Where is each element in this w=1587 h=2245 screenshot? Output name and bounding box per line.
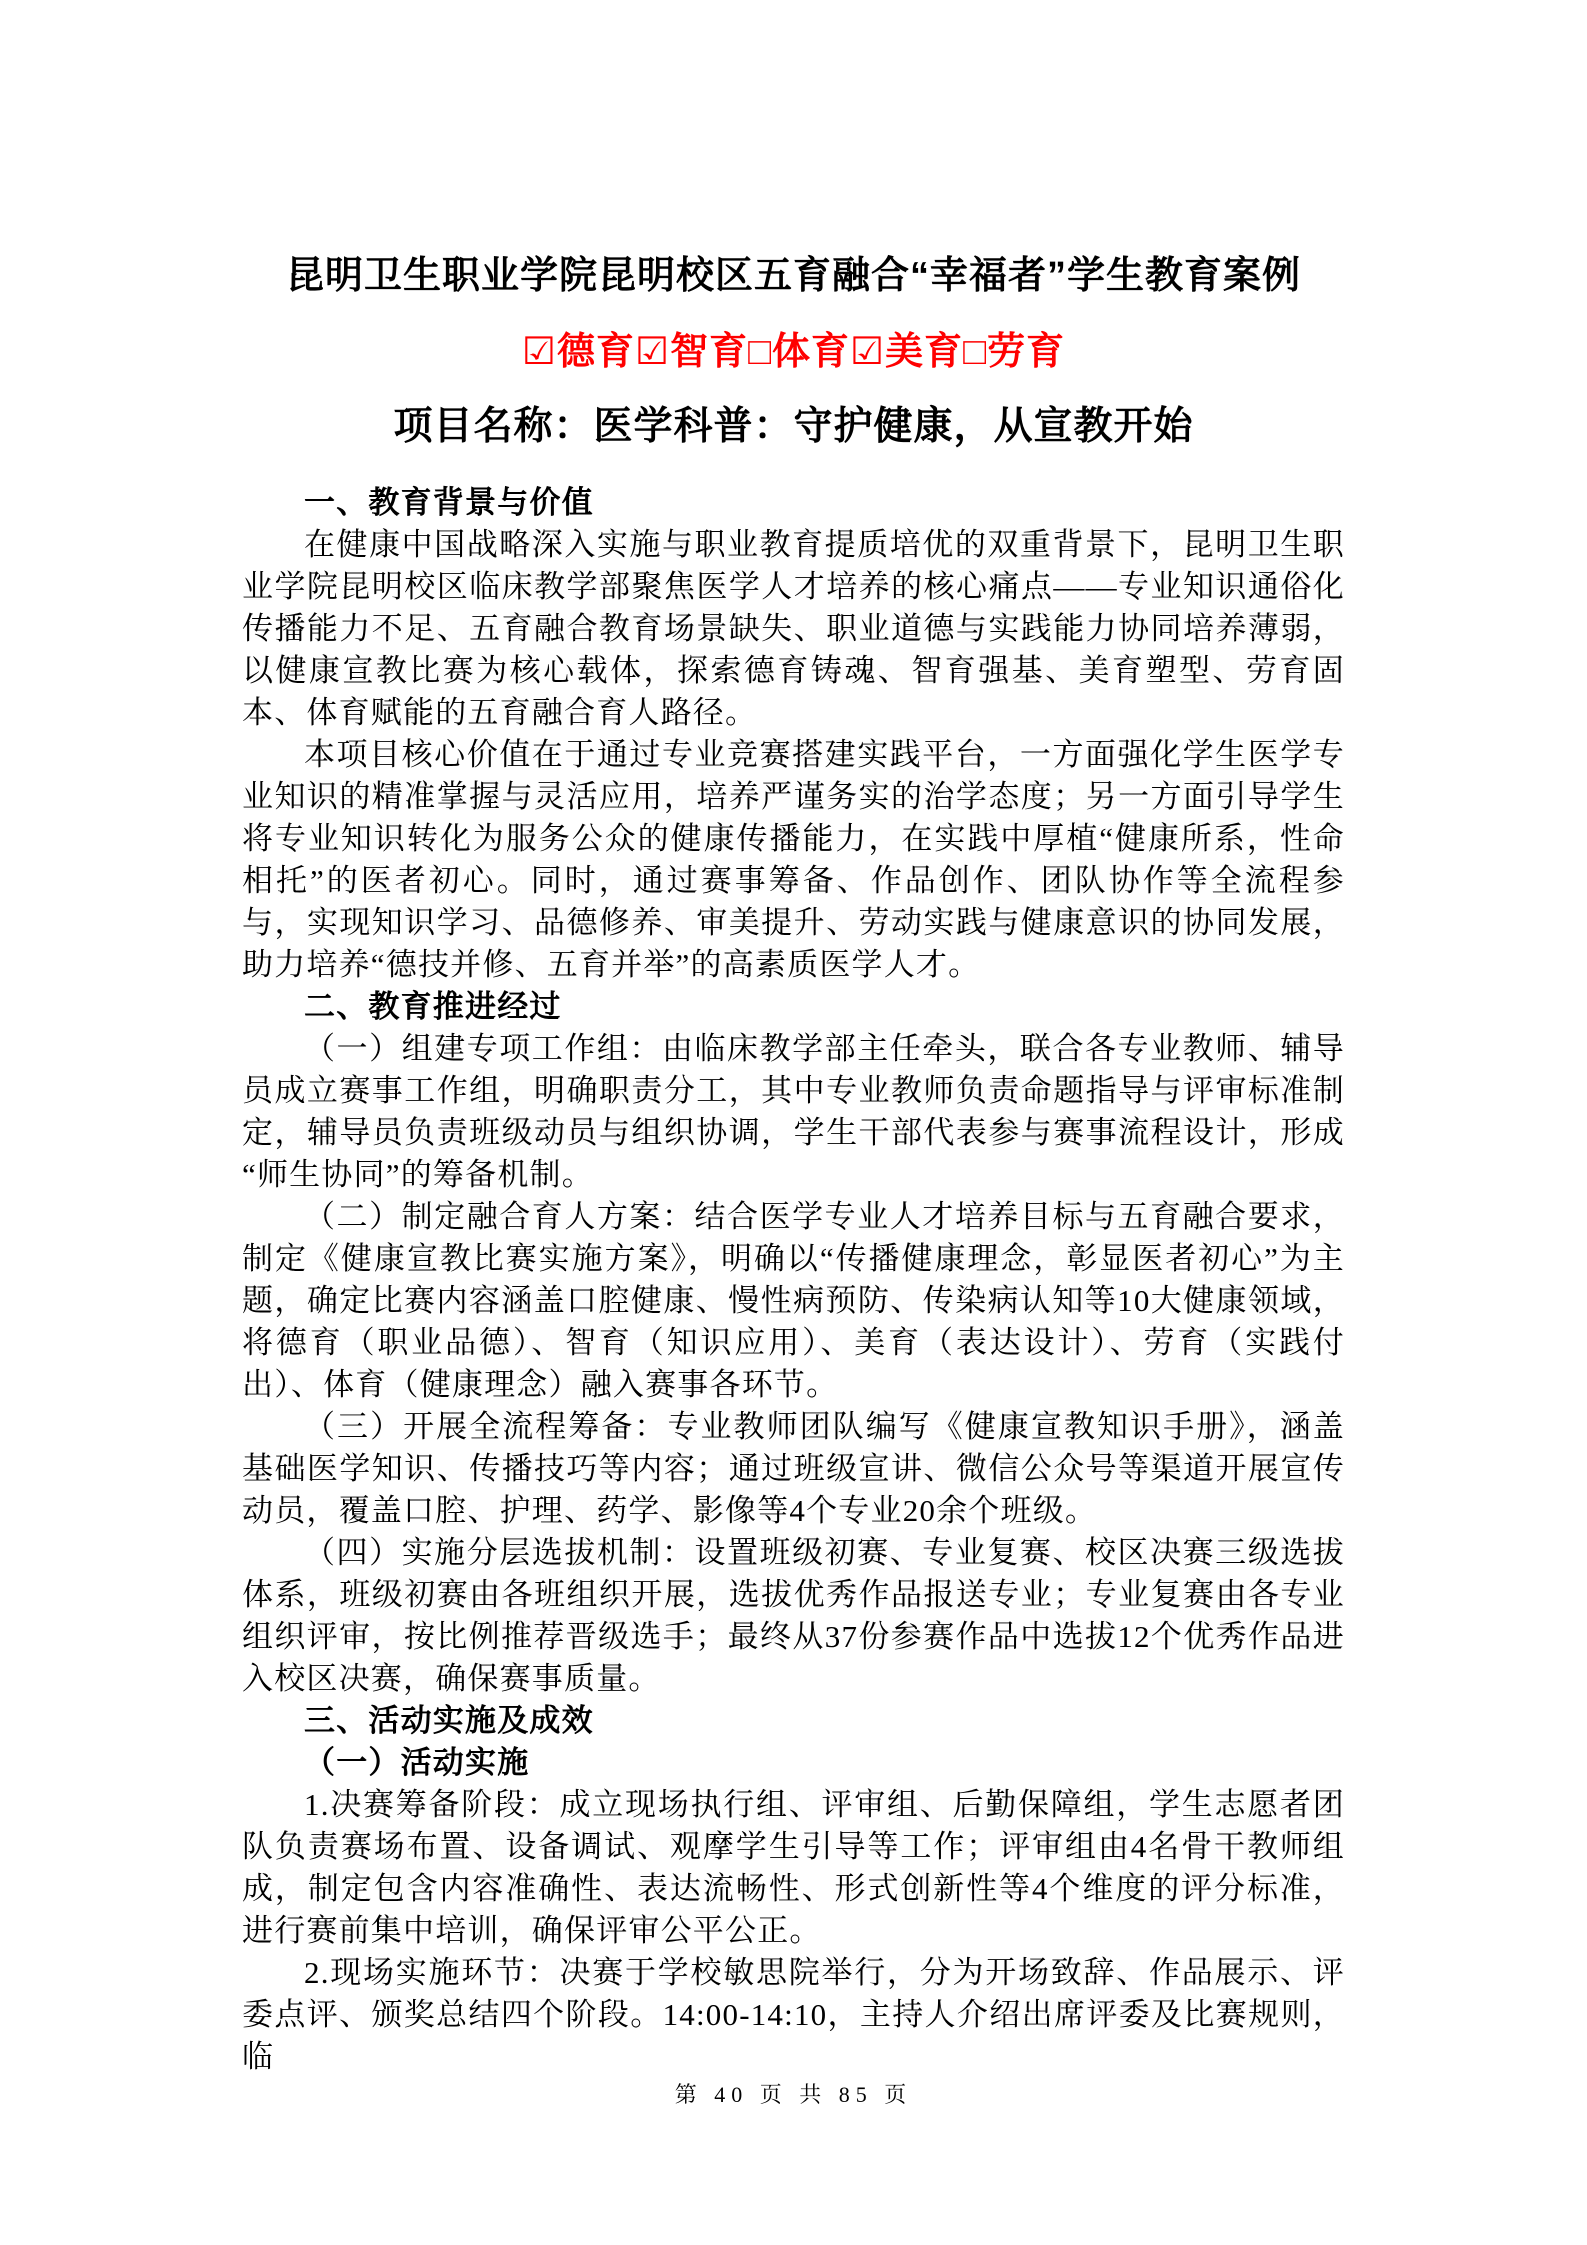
body-paragraph: 2.现场实施环节：决赛于学校敏思院举行，分为开场致辞、作品展示、评委点评、颁奖总结四个阶段。14:00-14:10，主持人介绍出席评委及比赛规则，临 (242, 1955, 1345, 2074)
document-main-title: 昆明卫生职业学院昆明校区五育融合“幸福者”学生教育案例 (285, 255, 1301, 297)
unchecked-checkbox-icon: □ (748, 331, 773, 373)
page-number-footer: 第 40 页 共 85 页 (674, 2082, 913, 2107)
checked-checkbox-icon: ☑ (850, 331, 886, 373)
body-paragraph: 在健康中国战略深入实施与职业教育提质培优的双重背景下，昆明卫生职业学院昆明校区临床教学部聚焦医学人才培养的核心痛点——专业知识通俗化传播能力不足、五育融合教育场景缺失、职业道德与实践能力协同培养薄弱，以健康宣教比赛为核心载体，探索德育铸魂、智育强基、美育塑型、劳育固本、体育赋能的五育融合育人路径。 (242, 527, 1345, 730)
body-paragraph: （三）开展全流程筹备：专业教师团队编写《健康宣教知识手册》，涵盖基础医学知识、传播技巧等内容；通过班级宣讲、微信公众号等渠道开展宣传动员，覆盖口腔、护理、药学、影像等4个专业20余个班级。 (242, 1409, 1345, 1528)
checked-checkbox-icon: ☑ (521, 331, 557, 373)
edu-item-zhiyu (635, 326, 748, 378)
edu-item-label: 劳育 (987, 331, 1066, 373)
edu-item-label: 体育 (772, 331, 851, 373)
body-paragraph: （二）制定融合育人方案：结合医学专业人才培养目标与五育融合要求，制定《健康宣教比赛实施方案》，明确以“传播健康理念，彰显医者初心”为主题，确定比赛内容涵盖口腔健康、慢性病预防、传染病认知等10大健康领域，将德育（职业品德）、智育（知识应用）、美育（表达设计）、劳育（实践付出）、体育（健康理念）融入赛事各环节。 (242, 1199, 1345, 1402)
edu-item-meiyu (850, 326, 963, 378)
unchecked-checkbox-icon: □ (963, 331, 988, 373)
body-paragraph: 1.决赛筹备阶段：成立现场执行组、评审组、后勤保障组，学生志愿者团队负责赛场布置、设备调试、观摩学生引导等工作；评审组由4名骨干教师组成，制定包含内容准确性、表达流畅性、形式创新性等4个维度的评分标准，进行赛前集中培训，确保评审公平公正。 (242, 1787, 1345, 1948)
section-heading-implementation: 三、活动实施及成效 (304, 1703, 594, 1738)
edu-item-tiyu (748, 326, 850, 378)
document-body (242, 482, 1345, 2078)
edu-item-label: 德育 (556, 331, 635, 373)
subsection-heading-activity: （一）活动实施 (304, 1745, 530, 1780)
checked-checkbox-icon: ☑ (634, 331, 671, 373)
body-paragraph: 本项目核心价值在于通过专业竞赛搭建实践平台，一方面强化学生医学专业知识的精准掌握与灵活应用，培养严谨务实的治学态度；另一方面引导学生将专业知识转化为服务公众的健康传播能力，在实践中厚植“健康所系，性命相托”的医者初心。同时，通过赛事筹备、作品创作、团队协作等全流程参与，实现知识学习、品德修养、审美提升、劳动实践与健康意识的协同发展，助力培养“德技并修、五育并举”的高素质医学人才。 (242, 737, 1345, 982)
edu-item-label: 智育 (670, 331, 749, 373)
edu-item-label: 美育 (885, 331, 964, 373)
five-education-checkbox-line (0, 326, 1587, 378)
body-paragraph: （一）组建专项工作组：由临床教学部主任牵头，联合各专业教师、辅导员成立赛事工作组，明确职责分工，其中专业教师负责命题指导与评审标准制定，辅导员负责班级动员与组织协调，学生干部代表参与赛事流程设计，形成“师生协同”的筹备机制。 (242, 1031, 1345, 1192)
section-heading-process: 二、教育推进经过 (304, 989, 562, 1024)
body-paragraph: （四）实施分层选拔机制：设置班级初赛、专业复赛、校区决赛三级选拔体系，班级初赛由各班组织开展，选拔优秀作品报送专业；专业复赛由各专业组织评审，按比例推荐晋级选手；最终从37份参赛作品中选拔12个优秀作品进入校区决赛，确保赛事质量。 (242, 1535, 1345, 1696)
project-name-title: 项目名称：医学科普：守护健康，从宣教开始 (393, 405, 1194, 448)
edu-item-deyu (522, 326, 635, 378)
section-heading-background: 一、教育背景与价值 (304, 485, 594, 520)
edu-item-laoyu (963, 326, 1065, 378)
